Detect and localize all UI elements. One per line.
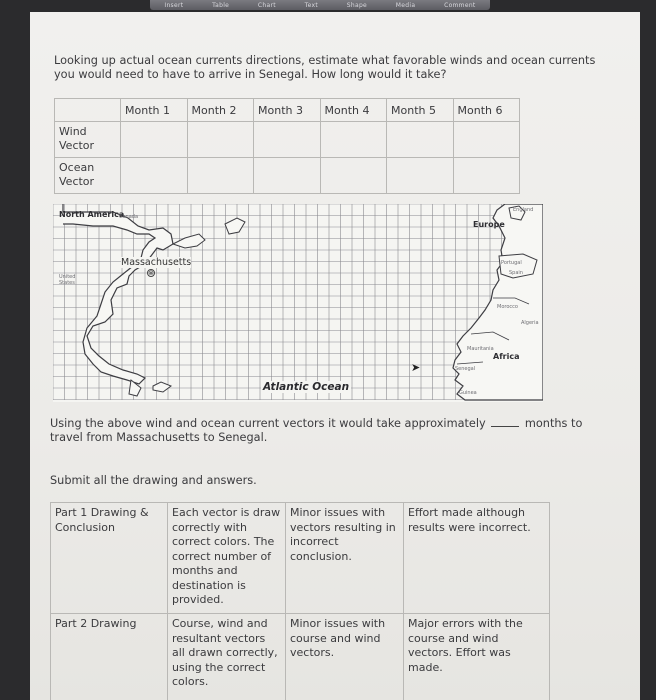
document-page: [30, 12, 640, 700]
rubric-level: Minor issues with vectors resulting in incorrect conclusion.: [286, 503, 404, 614]
header-empty: [55, 99, 121, 122]
header-month-4: Month 4: [320, 99, 387, 122]
table-cell[interactable]: [187, 122, 254, 158]
mouse-cursor-icon: ➤: [411, 361, 421, 374]
united-states-label: United States: [59, 274, 76, 286]
sentence-after: months to travel from Massachusetts to Senegal.: [50, 417, 583, 444]
rubric-level: Effort made although results were incorrect.: [404, 503, 550, 614]
table-cell[interactable]: [320, 158, 387, 194]
england-label: England: [513, 207, 534, 213]
toolbar-shape[interactable]: Shape: [346, 1, 368, 9]
rubric-level: Each vector is draw correctly with correct colors. The correct number of months and destination is provided.: [168, 503, 286, 614]
toolbar-comment[interactable]: Comment: [444, 1, 476, 9]
wind-vector-row: [55, 122, 520, 158]
spain-label: Spain: [509, 270, 523, 276]
north-america-label: North America: [59, 210, 125, 219]
sentence-before: Using the above wind and ocean current vectors it would take approximately: [50, 417, 486, 430]
rubric-criteria: Part 2 Drawing: [51, 614, 168, 700]
table-cell[interactable]: [254, 158, 321, 194]
rubric-level: Major errors with the course and wind vectors. Effort was made.: [404, 614, 550, 700]
table-cell[interactable]: [387, 122, 454, 158]
map-canvas: [53, 204, 543, 402]
massachusetts-label: Massachusetts: [121, 257, 192, 268]
table-cell[interactable]: [121, 122, 188, 158]
rubric-row: [51, 614, 550, 700]
answer-sentence: [50, 417, 610, 445]
header-month-1: Month 1: [121, 99, 188, 122]
header-month-6: Month 6: [453, 99, 520, 122]
row-label: Wind Vector: [55, 122, 121, 158]
atlantic-grid-map[interactable]: [53, 204, 543, 402]
europe-label: Europe: [473, 220, 505, 229]
start-point-icon: ⊗: [148, 269, 154, 277]
toolbar-chart[interactable]: Chart: [257, 1, 276, 9]
vector-table: [54, 98, 520, 194]
submit-instruction: Submit all the drawing and answers.: [50, 474, 257, 487]
newfoundland: [225, 218, 245, 234]
table-cell[interactable]: [453, 122, 520, 158]
algeria-label: Algeria: [521, 320, 539, 326]
months-answer-blank[interactable]: [491, 417, 519, 427]
toolbar-insert[interactable]: Insert: [164, 1, 184, 9]
table-cell[interactable]: [453, 158, 520, 194]
header-month-2: Month 2: [187, 99, 254, 122]
rubric-row: [51, 503, 550, 614]
cuba: [153, 382, 171, 392]
header-month-3: Month 3: [254, 99, 321, 122]
rubric-criteria: Part 1 Drawing & Conclusion: [51, 503, 168, 614]
toolbar-table[interactable]: Table: [212, 1, 230, 9]
table-cell[interactable]: [320, 122, 387, 158]
senegal-label: Senegal: [455, 366, 476, 372]
rubric-level: Minor issues with course and wind vectors.: [286, 614, 404, 700]
mauritania-label: Mauritania: [467, 346, 494, 352]
table-cell[interactable]: [387, 158, 454, 194]
ocean-label: Atlantic Ocean: [263, 381, 350, 393]
ocean-vector-row: [55, 158, 520, 194]
nova-scotia: [173, 234, 205, 248]
toolbar-text[interactable]: Text: [304, 1, 318, 9]
toolbar-media[interactable]: Media: [395, 1, 416, 9]
header-month-5: Month 5: [387, 99, 454, 122]
table-cell[interactable]: [121, 158, 188, 194]
question-text: Looking up actual ocean currents directions, estimate what favorable winds and ocean currents you would need to have to arrive in Senegal. How long would it take?: [54, 54, 596, 81]
portugal-label: Portugal: [501, 260, 522, 266]
canada-label: Canada: [119, 214, 139, 220]
morocco-label: Morocco: [497, 304, 518, 310]
africa-label: Africa: [493, 352, 520, 361]
table-cell[interactable]: [254, 122, 321, 158]
rubric-level: Course, wind and resultant vectors all drawn correctly, using the correct colors.: [168, 614, 286, 700]
rubric-table: [50, 502, 550, 700]
vector-table-header: [55, 99, 520, 122]
app-toolbar: [150, 0, 490, 10]
row-label: Ocean Vector: [55, 158, 121, 194]
guinea-label: Guinea: [459, 390, 477, 396]
table-cell[interactable]: [187, 158, 254, 194]
